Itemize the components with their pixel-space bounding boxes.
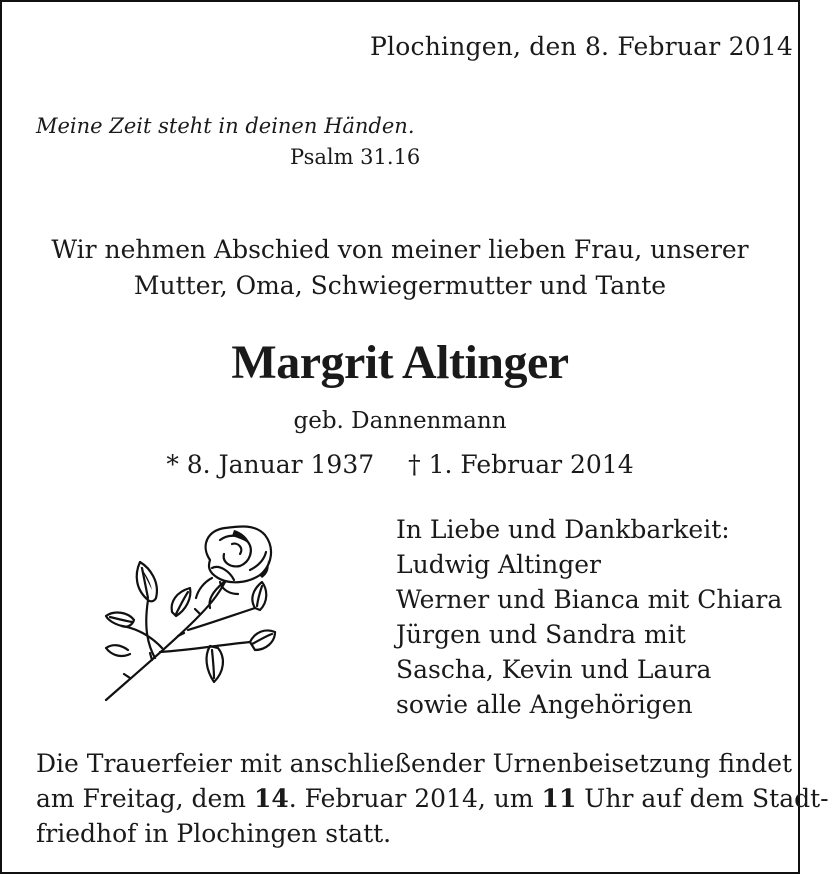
service-line-2 bbox=[36, 781, 829, 816]
place-and-date: Plochingen, den 8. Februar 2014 bbox=[370, 32, 793, 61]
verse-text: Meine Zeit steht in deinen Händen. bbox=[36, 114, 415, 138]
maiden-name: geb. Dannenmann bbox=[293, 408, 507, 434]
mourners-line: Sascha, Kevin und Laura bbox=[396, 655, 712, 684]
farewell-intro bbox=[0, 232, 800, 304]
intro-line-2: Mutter, Oma, Schwiegermutter und Tante bbox=[133, 271, 667, 300]
mourners-line: In Liebe und Dankbarkeit: bbox=[396, 515, 730, 544]
service-announcement bbox=[36, 746, 829, 851]
verse-reference: Psalm 31.16 bbox=[290, 145, 421, 169]
mourners-line: Jürgen und Sandra mit bbox=[396, 620, 686, 649]
service-hour: 11 bbox=[541, 784, 577, 813]
service-text: am Freitag, dem bbox=[36, 784, 254, 813]
birth-date: * 8. Januar 1937 bbox=[166, 450, 375, 479]
mourners-line: Werner und Bianca mit Chiara bbox=[396, 585, 783, 614]
life-dates bbox=[0, 450, 800, 479]
intro-line-1: Wir nehmen Abschied von meiner lieben Frau, unserer bbox=[51, 235, 749, 264]
mourners-list bbox=[396, 512, 782, 722]
service-line-1: Die Trauerfeier mit anschließender Urnenbeisetzung findet bbox=[36, 749, 793, 778]
mourners-line: sowie alle Angehörigen bbox=[396, 690, 693, 719]
service-text: . Februar 2014, um bbox=[288, 784, 542, 813]
service-day: 14 bbox=[253, 784, 289, 813]
deceased-name: Margrit Altinger bbox=[231, 336, 569, 389]
death-date: † 1. Februar 2014 bbox=[408, 450, 634, 479]
rose-illustration-icon bbox=[100, 520, 280, 705]
service-text: Uhr auf dem Stadt- bbox=[576, 784, 829, 813]
service-line-3: friedhof in Plochingen statt. bbox=[36, 819, 392, 848]
mourners-line: Ludwig Altinger bbox=[396, 550, 601, 579]
